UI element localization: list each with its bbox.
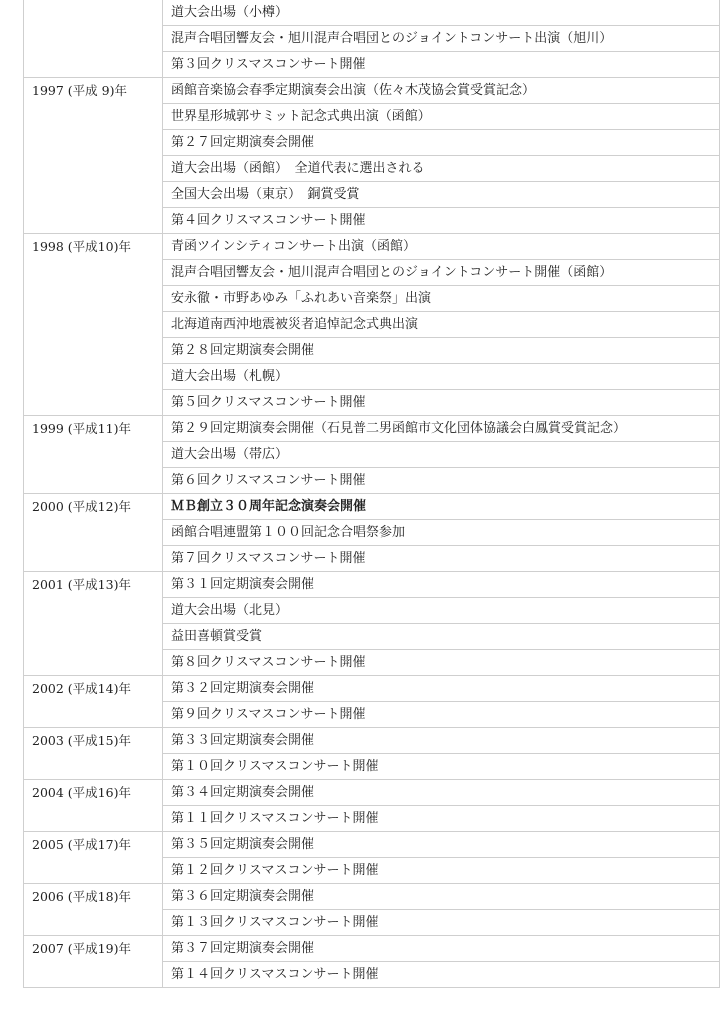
event-cell: ＭＢ創立３０周年記念演奏会開催 [163, 494, 720, 520]
event-cell: 第１３回クリスマスコンサート開催 [163, 910, 720, 936]
event-cell: 第３５回定期演奏会開催 [163, 832, 720, 858]
year-cell [24, 0, 163, 78]
event-cell: 世界星形城郭サミット記念式典出演（函館） [163, 104, 720, 130]
table-row [24, 78, 720, 104]
event-cell: 第９回クリスマスコンサート開催 [163, 702, 720, 728]
event-cell: 益田喜頓賞受賞 [163, 624, 720, 650]
event-cell: 第２８回定期演奏会開催 [163, 338, 720, 364]
year-cell: 1997 (平成 9)年 [24, 78, 163, 234]
year-cell: 2006 (平成18)年 [24, 884, 163, 936]
event-cell: 混声合唱団響友会・旭川混声合唱団とのジョイントコンサート開催（函館） [163, 260, 720, 286]
event-cell: 道大会出場（小樽） [163, 0, 720, 26]
event-cell: 第３６回定期演奏会開催 [163, 884, 720, 910]
table-row [24, 832, 720, 858]
event-cell: 第３２回定期演奏会開催 [163, 676, 720, 702]
year-cell: 2002 (平成14)年 [24, 676, 163, 728]
event-cell: 第３回クリスマスコンサート開催 [163, 52, 720, 78]
year-cell: 2005 (平成17)年 [24, 832, 163, 884]
event-cell: 函館合唱連盟第１００回記念合唱祭参加 [163, 520, 720, 546]
event-cell: 第１４回クリスマスコンサート開催 [163, 962, 720, 988]
history-body [24, 0, 720, 988]
table-row [24, 728, 720, 754]
event-cell: 第２７回定期演奏会開催 [163, 130, 720, 156]
table-row [24, 234, 720, 260]
year-cell: 2003 (平成15)年 [24, 728, 163, 780]
year-cell: 2001 (平成13)年 [24, 572, 163, 676]
event-cell: 第３７回定期演奏会開催 [163, 936, 720, 962]
event-cell: 第８回クリスマスコンサート開催 [163, 650, 720, 676]
event-cell: 函館音楽協会春季定期演奏会出演（佐々木茂協会賞受賞記念） [163, 78, 720, 104]
event-cell: 第６回クリスマスコンサート開催 [163, 468, 720, 494]
event-cell: 第１１回クリスマスコンサート開催 [163, 806, 720, 832]
event-cell: 北海道南西沖地震被災者追悼記念式典出演 [163, 312, 720, 338]
table-row [24, 936, 720, 962]
event-cell: 安永徹・市野あゆみ「ふれあい音楽祭」出演 [163, 286, 720, 312]
table-row [24, 494, 720, 520]
event-cell: 第７回クリスマスコンサート開催 [163, 546, 720, 572]
event-cell: 混声合唱団響友会・旭川混声合唱団とのジョイントコンサート出演（旭川） [163, 26, 720, 52]
table-row [24, 416, 720, 442]
event-cell: 第５回クリスマスコンサート開催 [163, 390, 720, 416]
event-cell: 道大会出場（北見） [163, 598, 720, 624]
event-cell: 道大会出場（札幌） [163, 364, 720, 390]
event-cell: 道大会出場（帯広） [163, 442, 720, 468]
event-cell: 全国大会出場（東京） 銅賞受賞 [163, 182, 720, 208]
table-row [24, 0, 720, 26]
table-row [24, 884, 720, 910]
table-row [24, 572, 720, 598]
event-cell: 第３３回定期演奏会開催 [163, 728, 720, 754]
year-cell: 1999 (平成11)年 [24, 416, 163, 494]
year-cell: 1998 (平成10)年 [24, 234, 163, 416]
event-cell: 第１２回クリスマスコンサート開催 [163, 858, 720, 884]
event-cell: 道大会出場（函館） 全道代表に選出される [163, 156, 720, 182]
year-cell: 2000 (平成12)年 [24, 494, 163, 572]
year-cell: 2007 (平成19)年 [24, 936, 163, 988]
event-cell: 第４回クリスマスコンサート開催 [163, 208, 720, 234]
event-cell: 青函ツインシティコンサート出演（函館） [163, 234, 720, 260]
event-cell: 第１０回クリスマスコンサート開催 [163, 754, 720, 780]
year-cell: 2004 (平成16)年 [24, 780, 163, 832]
table-row [24, 780, 720, 806]
history-table [23, 0, 720, 988]
event-cell: 第３４回定期演奏会開催 [163, 780, 720, 806]
table-row [24, 676, 720, 702]
event-cell: 第３１回定期演奏会開催 [163, 572, 720, 598]
event-cell: 第２９回定期演奏会開催（石見普二男函館市文化団体協議会白鳳賞受賞記念） [163, 416, 720, 442]
